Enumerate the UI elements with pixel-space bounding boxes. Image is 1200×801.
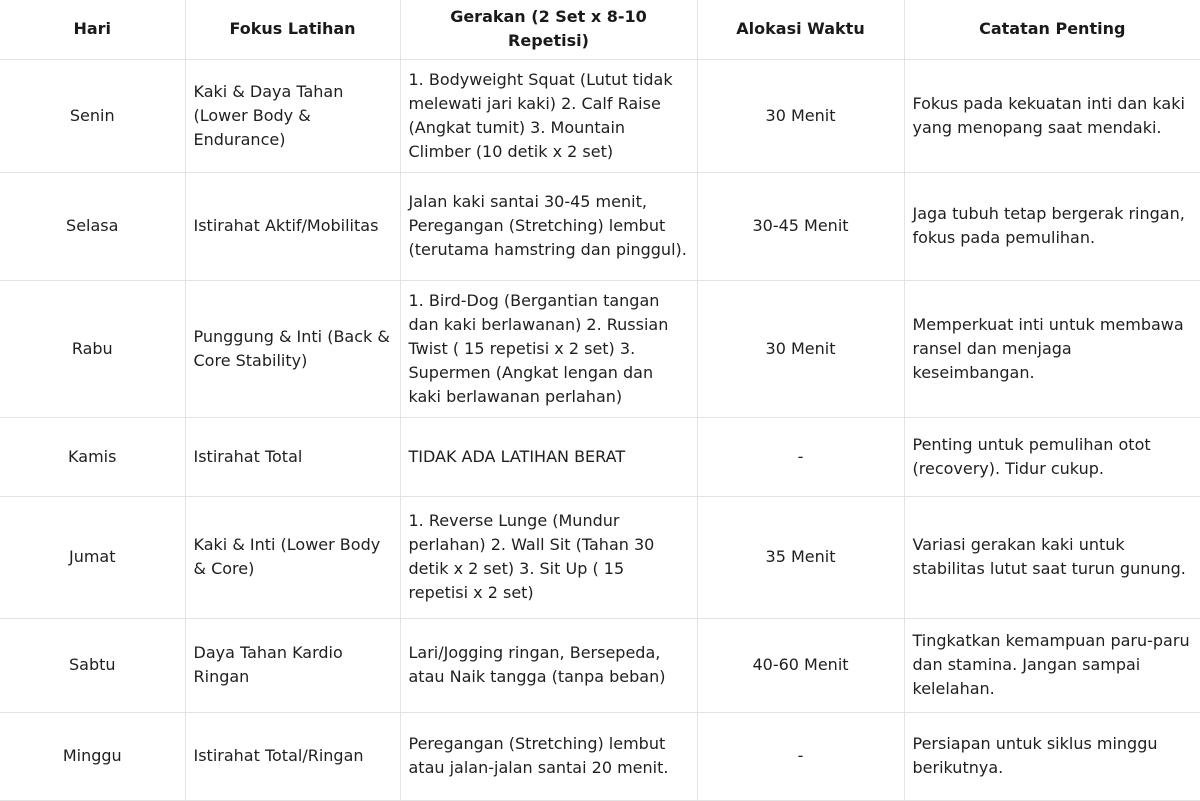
cell-waktu: 40-60 Menit	[697, 618, 904, 712]
cell-fokus: Daya Tahan Kardio Ringan	[185, 618, 400, 712]
cell-waktu: 30 Menit	[697, 59, 904, 172]
cell-catatan: Jaga tubuh tetap bergerak ringan, fokus pada pemulihan.	[904, 172, 1200, 280]
table-row	[0, 712, 1200, 800]
header-gerakan: Gerakan (2 Set x 8-10 Repetisi)	[400, 0, 697, 59]
cell-gerakan: 1. Bodyweight Squat (Lutut tidak melewati jari kaki) 2. Calf Raise (Angkat tumit) 3. Mountain Climber (10 detik x 2 set)	[400, 59, 697, 172]
cell-hari: Rabu	[0, 280, 185, 417]
cell-catatan: Variasi gerakan kaki untuk stabilitas lutut saat turun gunung.	[904, 496, 1200, 618]
cell-gerakan: Lari/Jogging ringan, Bersepeda, atau Naik tangga (tanpa beban)	[400, 618, 697, 712]
cell-waktu: 35 Menit	[697, 496, 904, 618]
cell-gerakan: 1. Reverse Lunge (Mundur perlahan) 2. Wall Sit (Tahan 30 detik x 2 set) 3. Sit Up ( 15 repetisi x 2 set)	[400, 496, 697, 618]
table-row	[0, 172, 1200, 280]
header-alokasi-waktu: Alokasi Waktu	[697, 0, 904, 59]
table-header-row	[0, 0, 1200, 59]
cell-fokus: Istirahat Total	[185, 417, 400, 496]
cell-gerakan: 1. Bird-Dog (Bergantian tangan dan kaki berlawanan) 2. Russian Twist ( 15 repetisi x 2 set) 3. Supermen (Angkat lengan dan kaki berlawanan perlahan)	[400, 280, 697, 417]
cell-waktu: 30-45 Menit	[697, 172, 904, 280]
cell-hari: Kamis	[0, 417, 185, 496]
cell-catatan: Fokus pada kekuatan inti dan kaki yang menopang saat mendaki.	[904, 59, 1200, 172]
cell-fokus: Kaki & Daya Tahan (Lower Body & Endurance)	[185, 59, 400, 172]
cell-catatan: Tingkatkan kemampuan paru-paru dan stamina. Jangan sampai kelelahan.	[904, 618, 1200, 712]
table-row	[0, 417, 1200, 496]
header-fokus-latihan: Fokus Latihan	[185, 0, 400, 59]
cell-catatan: Memperkuat inti untuk membawa ransel dan menjaga keseimbangan.	[904, 280, 1200, 417]
cell-catatan: Penting untuk pemulihan otot (recovery). Tidur cukup.	[904, 417, 1200, 496]
cell-gerakan: Jalan kaki santai 30-45 menit, Peregangan (Stretching) lembut (terutama hamstring dan pinggul).	[400, 172, 697, 280]
cell-fokus: Kaki & Inti (Lower Body & Core)	[185, 496, 400, 618]
header-hari: Hari	[0, 0, 185, 59]
cell-catatan: Persiapan untuk siklus minggu berikutnya.	[904, 712, 1200, 800]
cell-hari: Sabtu	[0, 618, 185, 712]
cell-waktu: -	[697, 417, 904, 496]
table-row	[0, 496, 1200, 618]
cell-waktu: -	[697, 712, 904, 800]
table-row	[0, 59, 1200, 172]
header-catatan-penting: Catatan Penting	[904, 0, 1200, 59]
cell-hari: Senin	[0, 59, 185, 172]
cell-hari: Selasa	[0, 172, 185, 280]
cell-gerakan: Peregangan (Stretching) lembut atau jalan-jalan santai 20 menit.	[400, 712, 697, 800]
cell-hari: Jumat	[0, 496, 185, 618]
cell-gerakan: TIDAK ADA LATIHAN BERAT	[400, 417, 697, 496]
cell-fokus: Istirahat Total/Ringan	[185, 712, 400, 800]
table-row	[0, 618, 1200, 712]
table-row	[0, 280, 1200, 417]
cell-fokus: Punggung & Inti (Back & Core Stability)	[185, 280, 400, 417]
cell-fokus: Istirahat Aktif/Mobilitas	[185, 172, 400, 280]
cell-waktu: 30 Menit	[697, 280, 904, 417]
cell-hari: Minggu	[0, 712, 185, 800]
